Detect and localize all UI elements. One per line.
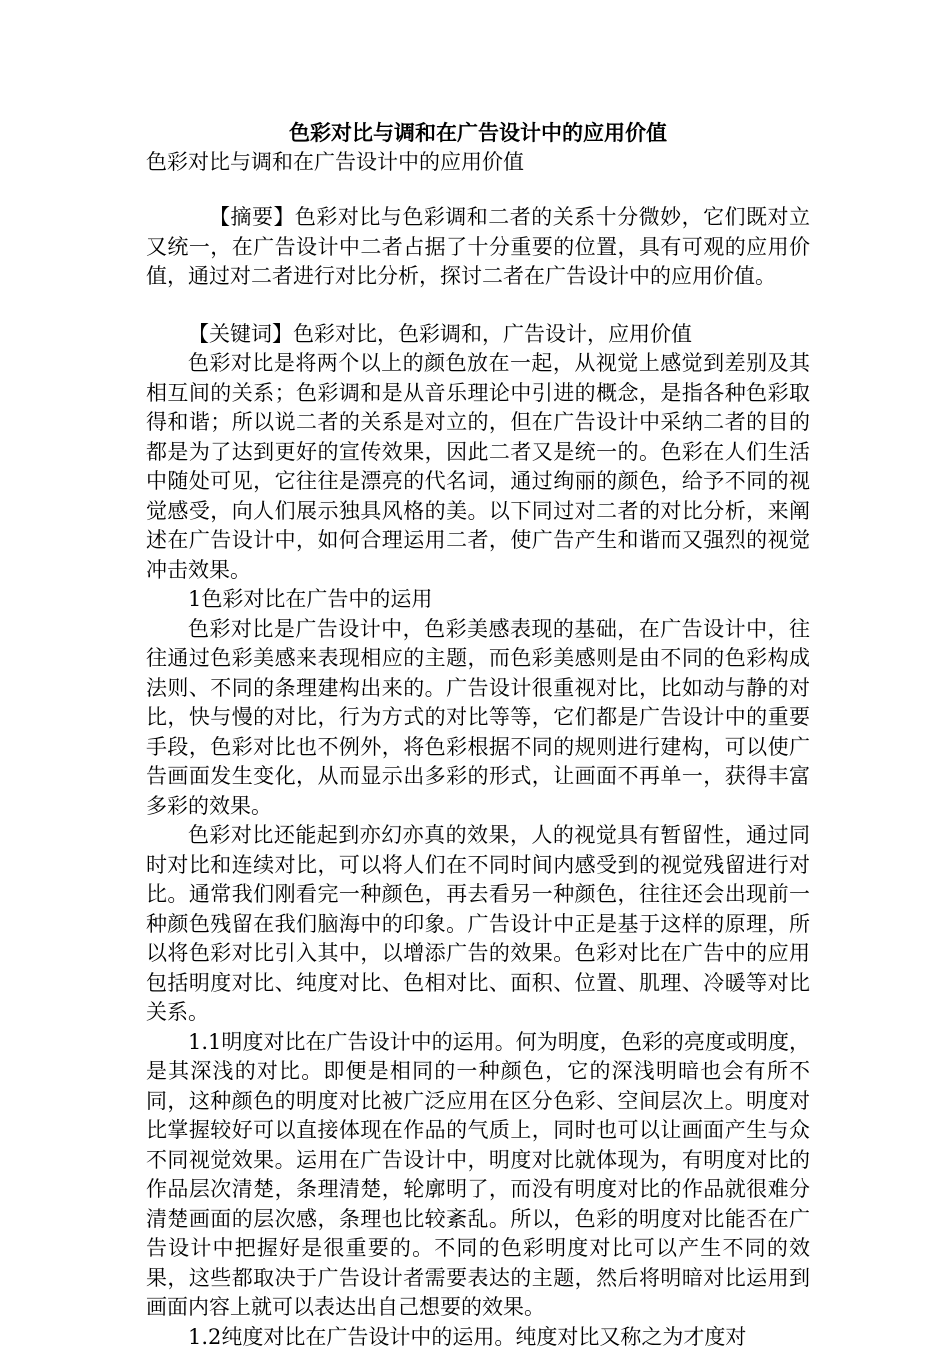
- body-paragraph: 色彩对比还能起到亦幻亦真的效果，人的视觉具有暂留性，通过同时对比和连续对比，可以将人们在不同时间内感受到的视觉残留进行对比。通常我们刚看完一种颜色，再去看另一种颜色，往往还会出现前一种颜色残留在我们脑海中的印象。广告设计中正是基于这样的原理，所以将色彩对比引入其中，以增添广告的效果。色彩对比在广告中的应用包括明度对比、纯度对比、色相对比、面积、位置、肌理、冷暖等对比关系。: [146, 821, 810, 1028]
- document-subtitle: 色彩对比与调和在广告设计中的应用价值: [146, 148, 810, 177]
- document-page: [146, 118, 810, 1352]
- body-paragraph: 1.2纯度对比在广告设计中的运用。纯度对比又称之为才度对: [146, 1323, 810, 1352]
- abstract-paragraph: 【摘要】色彩对比与色彩调和二者的关系十分微妙，它们既对立又统一，在广告设计中二者占据了十分重要的位置，具有可观的应用价值，通过对二者进行对比分析，探讨二者在广告设计中的应用价值。: [146, 203, 810, 292]
- section-heading: 1色彩对比在广告中的运用: [146, 585, 810, 615]
- body-paragraph: 1.1明度对比在广告设计中的运用。何为明度，色彩的亮度或明度，是其深浅的对比。即便是相同的一种颜色，它的深浅明暗也会有所不同，这种颜色的明度对比被广泛应用在区分色彩、空间层次上。明度对比掌握较好可以直接体现在作品的气质上，同时也可以让画面产生与众不同视觉效果。运用在广告设计中，明度对比就体现为，有明度对比的作品层次清楚，条理清楚，轮廓明了，而没有明度对比的作品就很难分清楚画面的层次感，条理也比较紊乱。所以，色彩的明度对比能否在广告设计中把握好是很重要的。不同的色彩明度对比可以产生不同的效果，这些都取决于广告设计者需要表达的主题，然后将明暗对比运用到画面内容上就可以表达出自己想要的效果。: [146, 1028, 810, 1323]
- body-paragraph: 色彩对比是将两个以上的颜色放在一起，从视觉上感觉到差别及其相互间的关系；色彩调和是从音乐理论中引进的概念，是指各种色彩取得和谐；所以说二者的关系是对立的，但在广告设计中采纳二者的目的都是为了达到更好的宣传效果，因此二者又是统一的。色彩在人们生活中随处可见，它往往是漂亮的代名词，通过绚丽的颜色，给予不同的视觉感受，向人们展示独具风格的美。以下同过对二者的对比分析，来阐述在广告设计中，如何合理运用二者，使广告产生和谐而又强烈的视觉冲击效果。: [146, 349, 810, 585]
- document-title: 色彩对比与调和在广告设计中的应用价值: [146, 118, 810, 148]
- body-paragraph: 色彩对比是广告设计中，色彩美感表现的基础，在广告设计中，往往通过色彩美感来表现相应的主题，而色彩美感则是由不同的色彩构成法则、不同的条理建构出来的。广告设计很重视对比，比如动与静的对比，快与慢的对比，行为方式的对比等等，它们都是广告设计中的重要手段，色彩对比也不例外，将色彩根据不同的规则进行建构，可以使广告画面发生变化，从而显示出多彩的形式，让画面不再单一，获得丰富多彩的效果。: [146, 615, 810, 822]
- keywords-line: 【关键词】色彩对比，色彩调和，广告设计，应用价值: [146, 320, 810, 350]
